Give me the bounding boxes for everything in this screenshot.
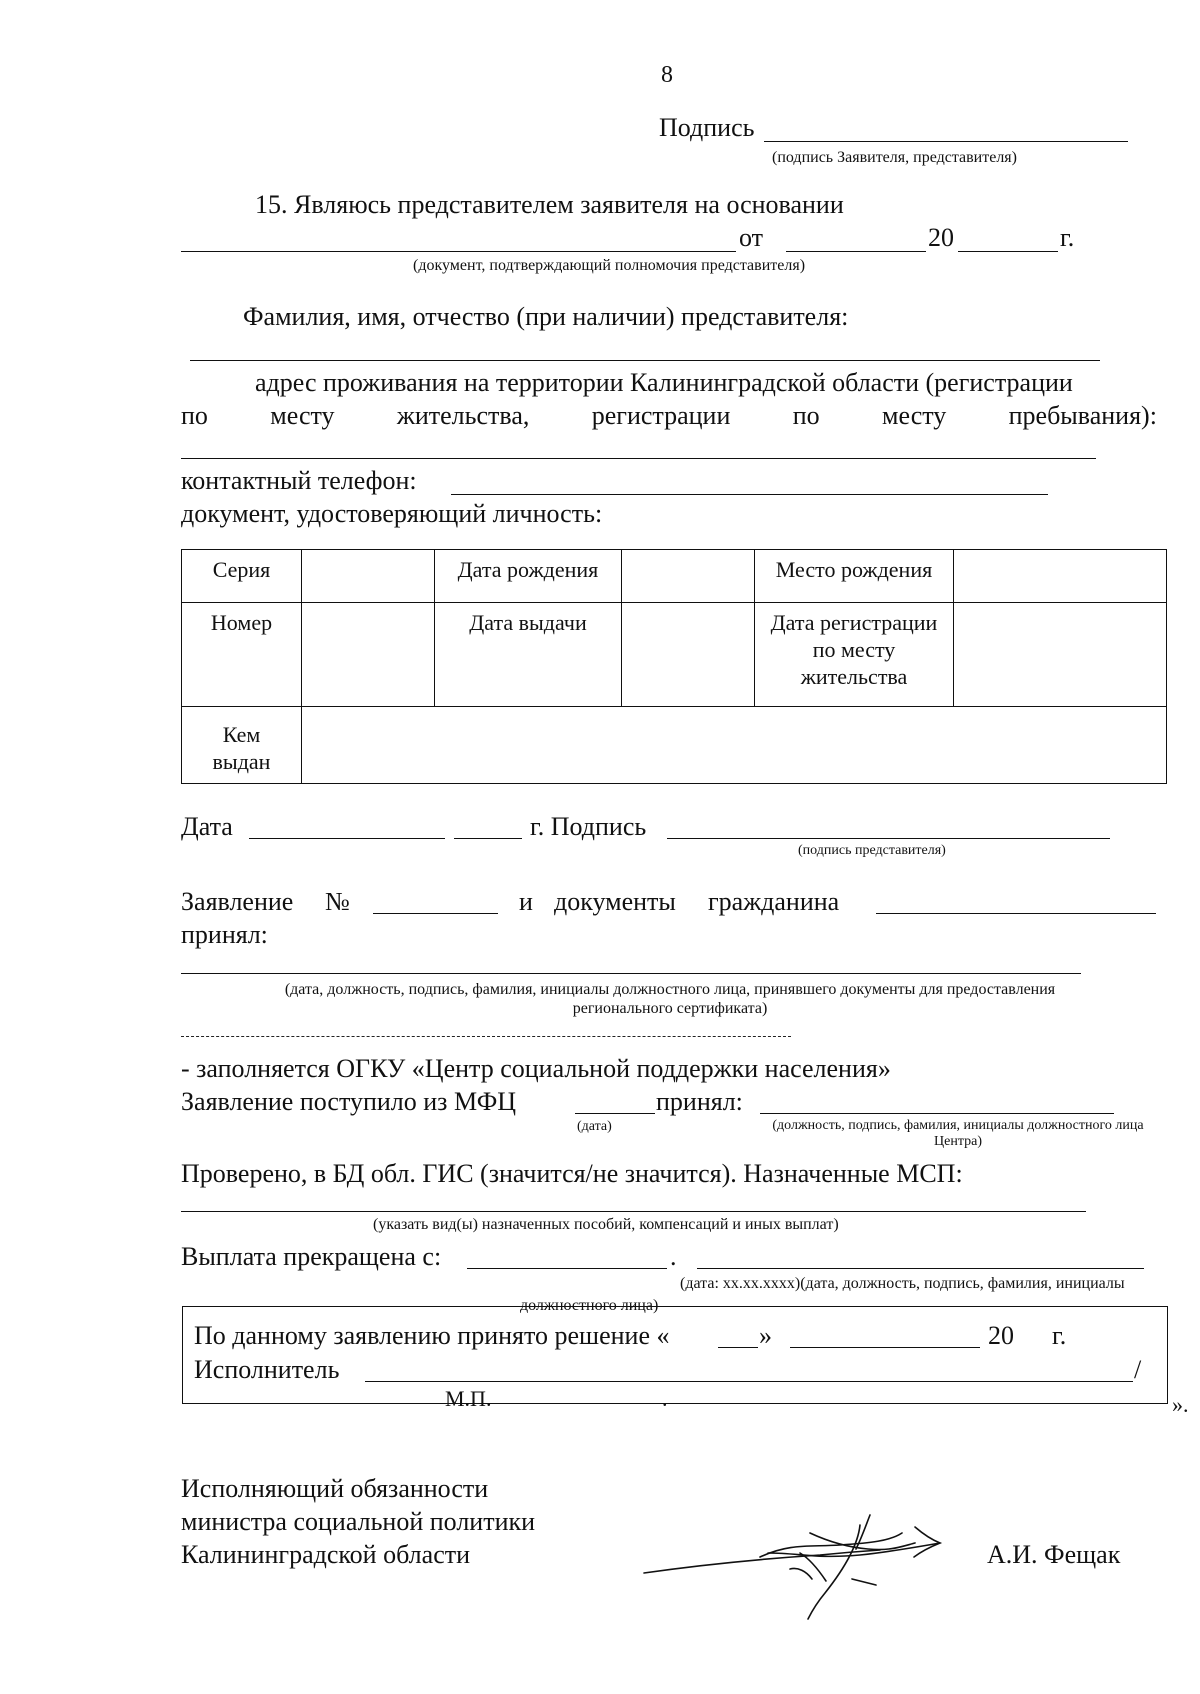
number-label: Номер <box>182 603 302 707</box>
id-doc-label: документ, удостоверяющий личность: <box>181 499 603 528</box>
payment-caption: (дата: хх.хх.хххх)(дата, должность, подпись, фамилия, инициалы должностного лица) <box>520 1275 1125 1314</box>
citizen-line[interactable] <box>876 913 1156 914</box>
dashed-separator <box>181 1036 791 1037</box>
basis-document-line[interactable] <box>181 251 736 252</box>
signature-label: Подпись <box>659 113 755 142</box>
statement-and: и <box>519 887 533 916</box>
address-word: месту <box>882 401 947 430</box>
statement-citizen: гражданина <box>708 887 840 916</box>
executor-slash: / <box>1134 1355 1142 1384</box>
address-line1: адрес проживания на территории Калининградской области (регистрации <box>255 368 1073 397</box>
date-label: Дата <box>181 812 233 841</box>
item15-text: 15. Являюсь представителем заявителя на основании <box>255 190 844 219</box>
birth-place-label: Место рождения <box>755 550 954 603</box>
date-year-line[interactable] <box>454 838 522 839</box>
decision-day-line[interactable] <box>718 1347 758 1348</box>
statement-number-line[interactable] <box>373 913 498 914</box>
basis-date-line[interactable] <box>786 251 926 252</box>
statement-accepted: принял: <box>181 920 268 949</box>
g-label: г. <box>1060 223 1075 252</box>
issued-by-label: Кем выдан <box>182 707 302 784</box>
checked-text: Проверено, в БД обл. ГИС (значится/не значится). Назначенные МСП: <box>181 1159 963 1188</box>
mfc-date-line[interactable] <box>575 1113 655 1114</box>
decision-year: 20 <box>988 1321 1014 1350</box>
signature-caption: (подпись Заявителя, представителя) <box>772 149 1017 166</box>
address-word: жительства, <box>396 401 530 430</box>
birth-place-value[interactable] <box>954 550 1167 603</box>
ogku-accepted: принял: <box>656 1087 743 1116</box>
basis-caption: (документ, подтверждающий полномочия представителя) <box>413 257 806 274</box>
fio-label: Фамилия, имя, отчество (при наличии) представителя: <box>243 302 849 331</box>
statement-no: № <box>325 887 350 916</box>
decision-g: г. <box>1052 1321 1067 1350</box>
payment-dot: . <box>670 1242 677 1271</box>
payment-label: Выплата прекращена с: <box>181 1242 442 1271</box>
decision-close-quote: » <box>759 1321 772 1350</box>
basis-year-line[interactable] <box>958 251 1058 252</box>
executor-line[interactable] <box>365 1381 1133 1382</box>
checked-line[interactable] <box>181 1211 1086 1212</box>
birth-date-label: Дата рождения <box>435 550 622 603</box>
rep-signature-line[interactable] <box>667 838 1110 839</box>
phone-label: контактный телефон: <box>181 466 417 495</box>
address-word: пребывания): <box>1008 401 1157 430</box>
issue-date-label: Дата выдачи <box>435 603 622 707</box>
ogku-official-line[interactable] <box>760 1113 1114 1114</box>
registration-date-label: Дата регистрации по месту жительства <box>755 603 954 707</box>
statement-docs: документы <box>554 887 676 916</box>
mfc-date-caption: (дата) <box>577 1119 612 1134</box>
address-word: по <box>181 401 208 430</box>
series-value[interactable] <box>302 550 435 603</box>
year-label: 20 <box>928 223 954 252</box>
mp-dot: . <box>662 1386 668 1411</box>
date-line[interactable] <box>249 838 445 839</box>
accepted-line[interactable] <box>181 973 1081 974</box>
issue-date-value[interactable] <box>622 603 755 707</box>
payment-date-line[interactable] <box>467 1268 667 1269</box>
number-value[interactable] <box>302 603 435 707</box>
executor-label: Исполнитель <box>194 1355 340 1384</box>
from-label: от <box>739 223 764 252</box>
closing-quote: ». <box>1172 1392 1189 1417</box>
page-number: 8 <box>661 62 673 88</box>
checked-caption: (указать вид(ы) назначенных пособий, компенсаций и иных выплат) <box>373 1216 839 1233</box>
series-label: Серия <box>182 550 302 603</box>
accepted-caption: (дата, должность, подпись, фамилия, инициалы должностного лица, принявшего документы для предоставления регионального сертификата) <box>284 981 1056 1017</box>
footer-line2: министра социальной политики <box>181 1507 536 1536</box>
id-document-table <box>181 549 1167 784</box>
payment-official-line[interactable] <box>697 1268 1144 1269</box>
address-line2 <box>181 401 1157 431</box>
ogku-official-caption: (должность, подпись, фамилия, инициалы должностного лица Центра) <box>772 1118 1144 1149</box>
fio-line[interactable] <box>190 360 1100 361</box>
birth-date-value[interactable] <box>622 550 755 603</box>
footer-name: А.И. Фещак <box>987 1540 1121 1569</box>
decision-month-line[interactable] <box>790 1347 980 1348</box>
signature-scribble-icon <box>640 1495 960 1625</box>
address-word: по <box>792 401 820 430</box>
footer-line3: Калининградской области <box>181 1540 471 1569</box>
address-input-line[interactable] <box>181 458 1096 459</box>
rep-signature-caption: (подпись представителя) <box>798 843 946 858</box>
statement-label: Заявление <box>181 887 294 916</box>
mp-label: М.П. <box>445 1386 492 1411</box>
issued-by-value[interactable] <box>302 707 1167 784</box>
address-word: регистрации <box>591 401 731 430</box>
footer-line1: Исполняющий обязанности <box>181 1474 489 1503</box>
phone-line[interactable] <box>451 494 1048 495</box>
from-mfc-label: Заявление поступило из МФЦ <box>181 1087 517 1116</box>
address-word: месту <box>270 401 335 430</box>
ogku-title: - заполняется ОГКУ «Центр социальной поддержки населения» <box>181 1054 891 1083</box>
registration-date-value[interactable] <box>954 603 1167 707</box>
signature-line[interactable] <box>764 141 1128 142</box>
decision-text: По данному заявлению принято решение « <box>194 1321 670 1350</box>
g-sign-label: г. Подпись <box>530 812 647 841</box>
